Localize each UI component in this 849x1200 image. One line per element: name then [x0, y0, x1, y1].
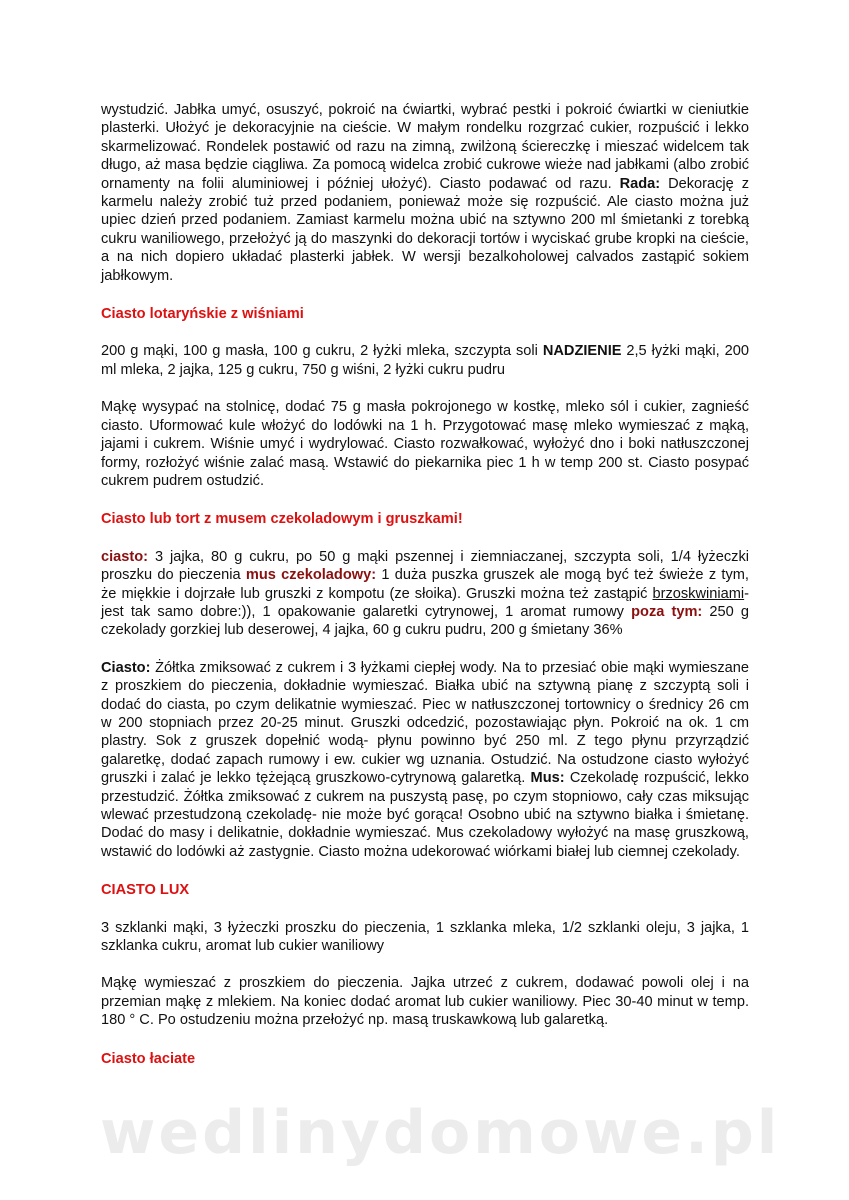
mus-method-text: Czekoladę rozpuścić, lekko przestudzić. Żółtka zmiksować z cukrem na puszystą pasę, po czym stopniowo, cały czas miksując wlewać przestudzoną czekoladę- nie może być gorąca! Osobno ubić na sztywno białka i śmietanę. Dodać do masy i delikatnie, dokładnie wymieszać. Mus czekoladowy wyłożyć na masę gruszkową, wstawić do lodówki aż zastygnie. Ciasto można udekorować wiórkami białej lub ciemnej czekolady.: [101, 770, 749, 860]
poza-text: 250 g czekolady gorzkiej lub deserowej, 4 jajka, 60 g cukru pudru, 200 g śmietany 36%: [101, 603, 749, 639]
lux-ingredients: 3 szklanki mąki, 3 łyżeczki proszku do pieczenia, 1 szklanka mleka, 1/2 szklanki oleju, 3 jajka, 1 szklanka cukru, aromat lub cukier waniliowy: [101, 919, 749, 955]
recipe-content: [101, 101, 749, 1068]
heading-tort: Ciasto lub tort z musem czekoladowym i gruszkami!: [101, 511, 463, 528]
lotarynskie-ingredients: [101, 342, 749, 379]
mus-text-b: - jest tak samo dobre:)), 1 opakowanie galaretki cytrynowej, 1 aromat rumowy: [101, 585, 749, 620]
tort-ingredients: [101, 548, 749, 640]
mus-label: mus czekoladowy:: [245, 567, 377, 584]
intro-paragraph: [101, 101, 749, 285]
mus-method-label: Mus:: [530, 770, 565, 787]
heading-lotarynskie: Ciasto lotaryńskie z wiśniami: [101, 306, 304, 323]
heading-laciate: Ciasto łaciate: [101, 1050, 196, 1067]
heading-lux: CIASTO LUX: [101, 882, 190, 899]
mus-text-a: 1 duża puszka gruszek ale mogą być też świeże z tym, że miękkie i dojrzałe lub gruszki z kompotu (ze słoika). Gruszki można też zastąpić: [101, 567, 749, 602]
tort-method-text: Żółtka zmiksować z cukrem i 3 łyżkami ciepłej wody. Na to przesiać obie mąki wymieszane z proszkiem do pieczenia, dokładnie wymieszać. Białka ubić na sztywną pianę z szczyptą soli i dodać do ciasta, po czym delikatnie wymieszać. Piec w natłuszczonej tortownicy o średnicy 26 cm w 200 stopniach przez 20-25 minut. Gruszki odcedzić, pozostawiając płyn. Pokroić na ok. 1 cm plastry. Sok z gruszek dopełnić wodą- płynu powinno być 250 ml. Z tego płynu przyrządzić galaretkę, dodać zapach rumowy i ew. cukier wg uznania. Ostudzić. Na ostudzone ciasto wyłożyć gruszki i zalać je lekko tężejącą gruszkowo-cytrynową galaretką.: [101, 659, 749, 787]
rada-label: Rada:: [619, 175, 661, 192]
intro-text: wystudzić. Jabłka umyć, osuszyć, pokroić na ćwiartki, wybrać pestki i pokroić ćwiartki w cieniutkie plasterki. Ułożyć je dekoracyjnie na cieście. W małym rondelku rozgrzać cukier, rozpuścić i lekko skarmelizować. Rondelek postawić od razu na zimną, zwilżoną ściereczkę i mieszać widelcem tak długo, aż masa będzie ciągliwa. Za pomocą widelca zrobić cukrowe wieże nad jabłkami (albo zrobić ornamenty na folii aluminiowej i później ułożyć). Ciasto podawać od razu.: [101, 102, 749, 192]
nadzienie-label: NADZIENIE: [542, 343, 622, 360]
poza-label: poza tym:: [631, 603, 703, 620]
tort-method: [101, 659, 749, 861]
lotarynskie-ingredients-a: 200 g mąki, 100 g masła, 100 g cukru, 2 łyżki mleka, szczypta soli: [101, 343, 538, 360]
brzoskwinie-link[interactable]: brzoskwiniami: [652, 585, 745, 602]
rada-text: Dekorację z karmelu należy zrobić tuż przed podaniem, ponieważ może się rozpuścić. Ale ciasto można już upiec dzień przed podaniem. Zamiast karmelu można ubić na sztywno 200 ml śmietanki z torebką cukru waniliowego, przełożyć ją do maszynki do dekoracji tortów i wyciskać grube kropki na cieście, a na nich dopiero układać plasterki jabłek. W wersji bezalkoholowej calvados zastąpić sokiem jabłkowym.: [101, 175, 749, 284]
lotarynskie-method: Mąkę wysypać na stolnicę, dodać 75 g masła pokrojonego w kostkę, mleko sól i cukier, zagnieść ciasto. Uformować kule włożyć do lodówki na 1 h. Przygotować masę mleko wymieszać z mąką, jajami i cukrem. Wiśnie umyć i wydrylować. Ciasto rozwałkować, wyłożyć dno i boki natłuszczonej formy, rozłożyć wiśnie zalać masą. Wstawić do piekarnika piec 1 h w temp 200 st. Ciasto posypać cukrem pudrem ostudzić.: [101, 399, 749, 489]
tort-method-label: Ciasto:: [101, 659, 151, 676]
lotarynskie-ingredients-b: 2,5 łyżki mąki, 200 ml mleka, 2 jajka, 125 g cukru, 750 g wiśni, 2 łyżki cukru pudru: [101, 343, 749, 378]
lux-method: Mąkę wymieszać z proszkiem do pieczenia. Jajka utrzeć z cukrem, dodawać powoli olej i na przemian mąkę z mlekiem. Na koniec dodać aromat lub cukier waniliowy. Piec 30-40 minut w temp. 180 ° C. Po ostudzeniu można przełożyć np. masą truskawkową lub galaretką.: [101, 975, 749, 1029]
ciasto-label: ciasto:: [101, 548, 149, 565]
ciasto-text: 3 jajka, 80 g cukru, po 50 g mąki pszennej i ziemniaczanej, szczypta soli, 1/4 łyżeczki proszku do pieczenia: [101, 548, 749, 584]
watermark: wedlinydomowe.pl: [100, 1098, 781, 1168]
